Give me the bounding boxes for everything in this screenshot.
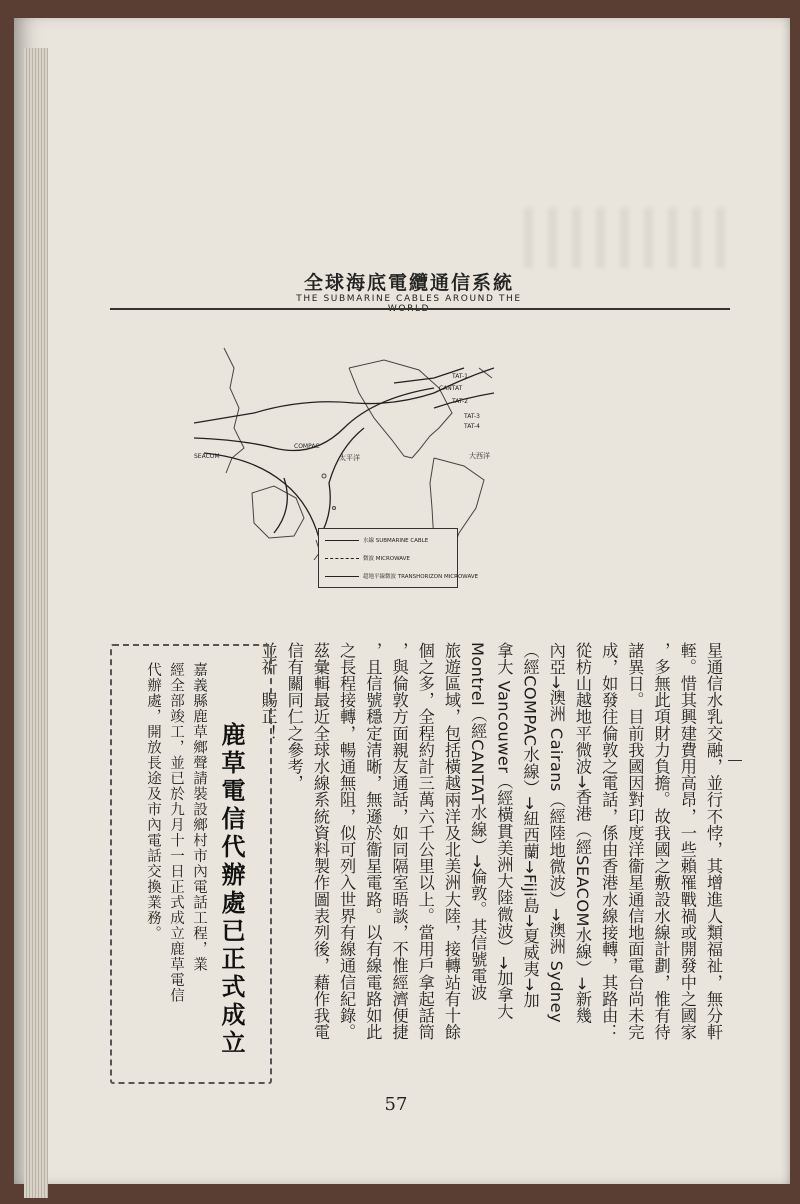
map-label-cable-1: COMPAC: [294, 443, 320, 450]
map-label-cable-3: TAT-1: [452, 373, 468, 380]
cable-route-compac: [194, 388, 434, 451]
body-column: 成，如發往倫敦之電話，係由香港水線接轉，其路由：: [599, 642, 619, 1041]
legend-label-transhorizon: 超地平線微波 TRANSHORIZON MICROWAVE: [363, 574, 479, 580]
body-column: 旅遊區域，包括橫越兩洋及北美洲大陸，接轉站有十餘: [441, 642, 461, 1041]
margin-dash: [728, 760, 742, 761]
body-column: ，多無此項財力負擔。故我國之敷設水線計劃，惟有待: [651, 642, 671, 1041]
body-column: 信有關同仁之參考，: [284, 642, 304, 792]
body-column: 個之多，全程約計三萬六千公里以上。當用戶拿起話筒: [415, 642, 435, 1041]
map-label-cable-6: TAT-4: [464, 423, 480, 430]
map-label-cable-2: CANTAT: [439, 385, 463, 392]
page-edges: [24, 48, 48, 1198]
legend-label-microwave: 微波 MICROWAVE: [363, 556, 410, 562]
body-column: ，且信號穩定清晰，無遜於衞星電路。以有線電路如此: [363, 642, 383, 1041]
hawaii-island: [322, 474, 326, 478]
body-column: 並祈 賜正！: [258, 642, 278, 742]
body-column: 內亞→澳洲 Cairans（經陸地微波）→澳洲 Sydney: [546, 642, 566, 1023]
map-label-cable-0: SEACOM: [194, 453, 220, 460]
body-column: （經COMPAC水線）→紐西蘭→Fiji島→夏威夷→加: [520, 642, 540, 1009]
body-column: 輊。惜其興建費用高昂，一些賴罹戰禍或開發中之國家: [677, 642, 697, 1041]
cable-route-north-pacific: [194, 393, 434, 423]
body-column: ，與倫敦方面親友通話，如同隔室晤談，不惟經濟便捷: [389, 642, 409, 1041]
legend-dashed-line: [325, 558, 359, 559]
body-text: [258, 642, 726, 1072]
page-number: 57: [384, 1094, 408, 1115]
legend-row-microwave: [325, 553, 410, 563]
body-column: 茲彙輯最近全球水線系統資料製作圖表列後，藉作我電: [310, 642, 330, 1041]
legend-arrow-line: [325, 576, 359, 577]
notice-column: 代辦處，開放長途及市內電話交換業務。: [145, 662, 161, 941]
cable-route-australia: [204, 453, 319, 538]
notice-text: [124, 662, 210, 1060]
map-label-cable-4: TAT-2: [452, 398, 468, 405]
cable-route-fiji-hawaii: [319, 428, 364, 538]
map-label-atlantic: 大西洋: [469, 452, 490, 460]
body-column: 之長程接轉，暢通無阻，似可列入世界有線通信紀錄。: [337, 642, 357, 1041]
notice-title: 鹿草電信代辦處已正式成立: [217, 722, 245, 1058]
fiji-island: [333, 507, 336, 510]
map-label-pacific: 太平洋: [339, 454, 360, 462]
body-column: 拿大 Vancouwer（經橫貫美洲大陸微波）→加拿大: [494, 642, 514, 1020]
legend-solid-line: [325, 540, 359, 541]
north-america-outline: [349, 360, 452, 458]
legend-row-submarine: [325, 535, 428, 545]
legend-label-submarine: 水線 SUBMARINE CABLE: [363, 538, 429, 544]
body-column: Montrel（經CANTAT水線）→倫敦。其信號電波: [468, 642, 488, 1002]
map-title-chinese: 全球海底電纜通信系統: [303, 272, 514, 294]
notice-column: 嘉義縣鹿草鄉聲請裝設鄉村市內電話工程，業: [191, 662, 207, 972]
map-label-cable-5: TAT-3: [464, 413, 480, 420]
bleed-through-text: [524, 208, 734, 268]
body-column: 諸異日。目前我國因對印度洋衞星通信地面電台尚未完: [625, 642, 645, 1041]
asia-coast: [224, 348, 244, 473]
map-labels: [194, 373, 490, 462]
body-column: 星通信水乳交融，並行不悖，其增進人類福祉，無分軒: [704, 642, 723, 1041]
map-title-english: THE SUBMARINE CABLES AROUND THE WORLD: [296, 294, 522, 314]
body-column: 從枋山越地平微波→香港（經SEACOM水線）→新幾: [572, 642, 592, 1024]
notice-column: 經全部竣工，並已於九月十一日正式成立鹿草電信: [168, 662, 184, 1003]
cable-routes: [194, 368, 494, 538]
legend-row-transhorizon: [325, 571, 478, 581]
cable-route-tasman: [274, 478, 287, 533]
map-legend: [318, 528, 479, 588]
